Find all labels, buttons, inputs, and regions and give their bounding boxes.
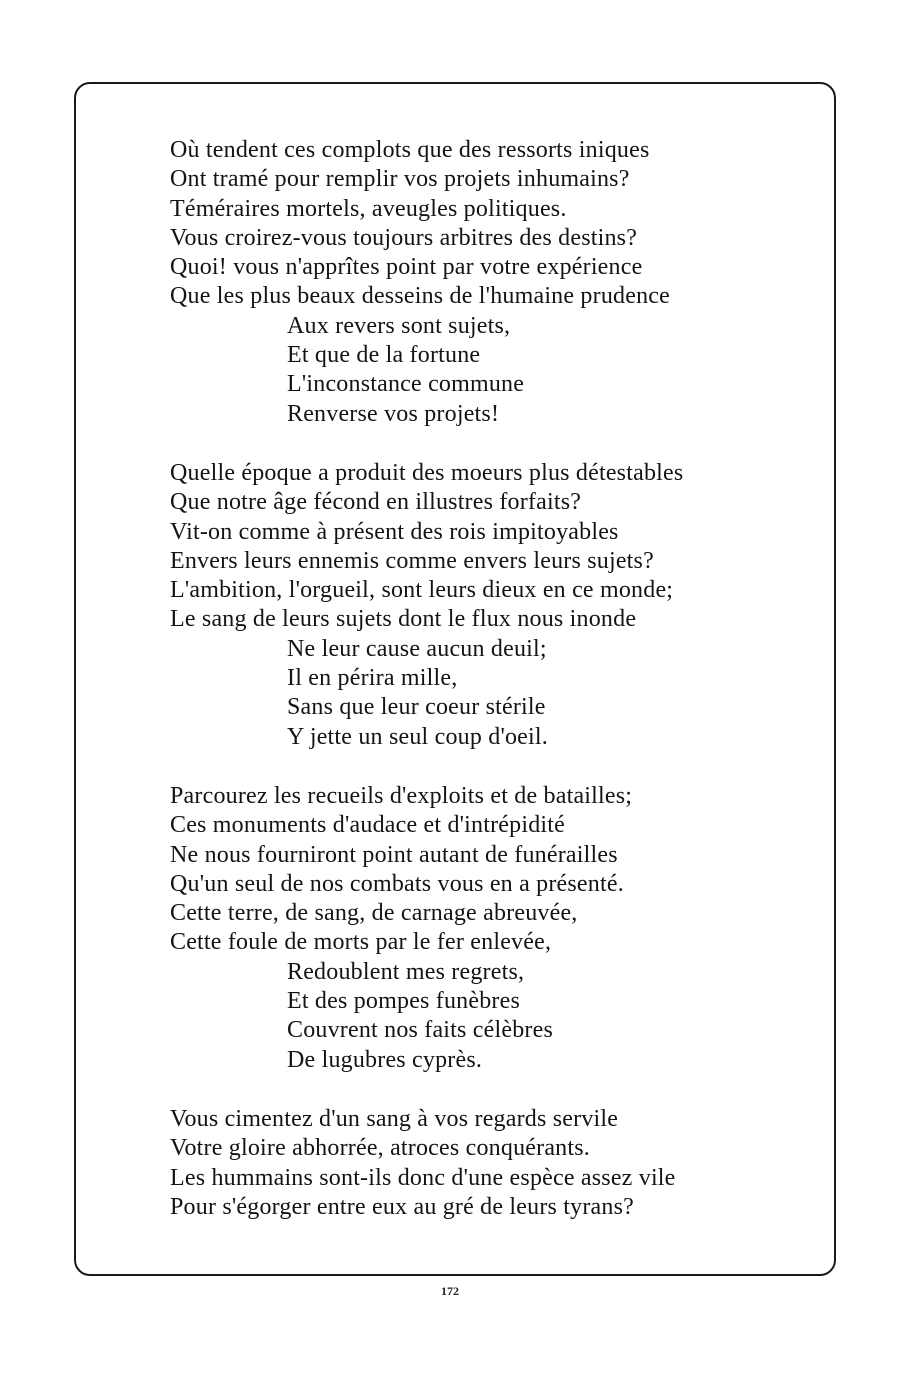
stanza-3	[170, 782, 810, 1075]
poem-line: Quoi! vous n'apprîtes point par votre expérience	[170, 254, 643, 281]
poem-line: L'inconstance commune	[287, 371, 525, 398]
poem-line: Aux revers sont sujets,	[287, 312, 511, 339]
poem-line: Pour s'égorger entre eux au gré de leurs tyrans?	[170, 1193, 634, 1220]
poem-line: Les hummains sont-ils donc d'une espèce assez vile	[170, 1164, 676, 1191]
poem-line: Cette terre, de sang, de carnage abreuvée,	[170, 900, 578, 927]
poem-line: Votre gloire abhorrée, atroces conquérants.	[170, 1135, 590, 1162]
poem-line: L'ambition, l'orgueil, sont leurs dieux en ce monde;	[170, 577, 674, 604]
poem-line: Envers leurs ennemis comme envers leurs sujets?	[170, 547, 654, 574]
poem-line: Qu'un seul de nos combats vous en a présenté.	[170, 870, 624, 897]
poem-line: Ces monuments d'audace et d'intrépidité	[170, 812, 566, 839]
poem-line: Quelle époque a produit des moeurs plus détestables	[170, 459, 684, 486]
poem-line: Ne leur cause aucun deuil;	[287, 635, 547, 662]
poem-line: Que notre âge fécond en illustres forfaits?	[170, 489, 582, 516]
poem-line: Et que de la fortune	[287, 342, 481, 369]
poem-line: Sans que leur coeur stérile	[287, 694, 546, 721]
poem-line: Que les plus beaux desseins de l'humaine prudence	[170, 283, 670, 310]
stanza-1	[170, 136, 810, 429]
poem-line: Le sang de leurs sujets dont le flux nous inonde	[170, 606, 637, 633]
poem	[170, 136, 810, 1252]
poem-line: Parcourez les recueils d'exploits et de batailles;	[170, 782, 633, 809]
page-number: 172	[441, 1284, 459, 1298]
poem-line: Téméraires mortels, aveugles politiques.	[170, 195, 567, 222]
poem-line: Cette foule de morts par le fer enlevée,	[170, 929, 552, 956]
poem-line: Ne nous fourniront point autant de funérailles	[170, 841, 618, 868]
poem-line: Renverse vos projets!	[287, 400, 500, 427]
poem-line: Vous cimentez d'un sang à vos regards servile	[170, 1105, 619, 1132]
poem-line: Vous croirez-vous toujours arbitres des destins?	[170, 224, 638, 251]
poem-line: Et des pompes funèbres	[287, 988, 521, 1015]
poem-line: Il en périra mille,	[287, 665, 458, 692]
poem-line: Redoublent mes regrets,	[287, 958, 525, 985]
poem-line: Vit-on comme à présent des rois impitoyables	[170, 518, 619, 545]
stanza-4	[170, 1105, 810, 1222]
poem-line: Couvrent nos faits célèbres	[287, 1017, 553, 1044]
poem-line: Ont tramé pour remplir vos projets inhumains?	[170, 166, 630, 193]
stanza-2	[170, 459, 810, 752]
poem-line: Y jette un seul coup d'oeil.	[287, 723, 548, 750]
poem-line: De lugubres cyprès.	[287, 1046, 483, 1073]
poem-line: Où tendent ces complots que des ressorts iniques	[170, 137, 650, 163]
